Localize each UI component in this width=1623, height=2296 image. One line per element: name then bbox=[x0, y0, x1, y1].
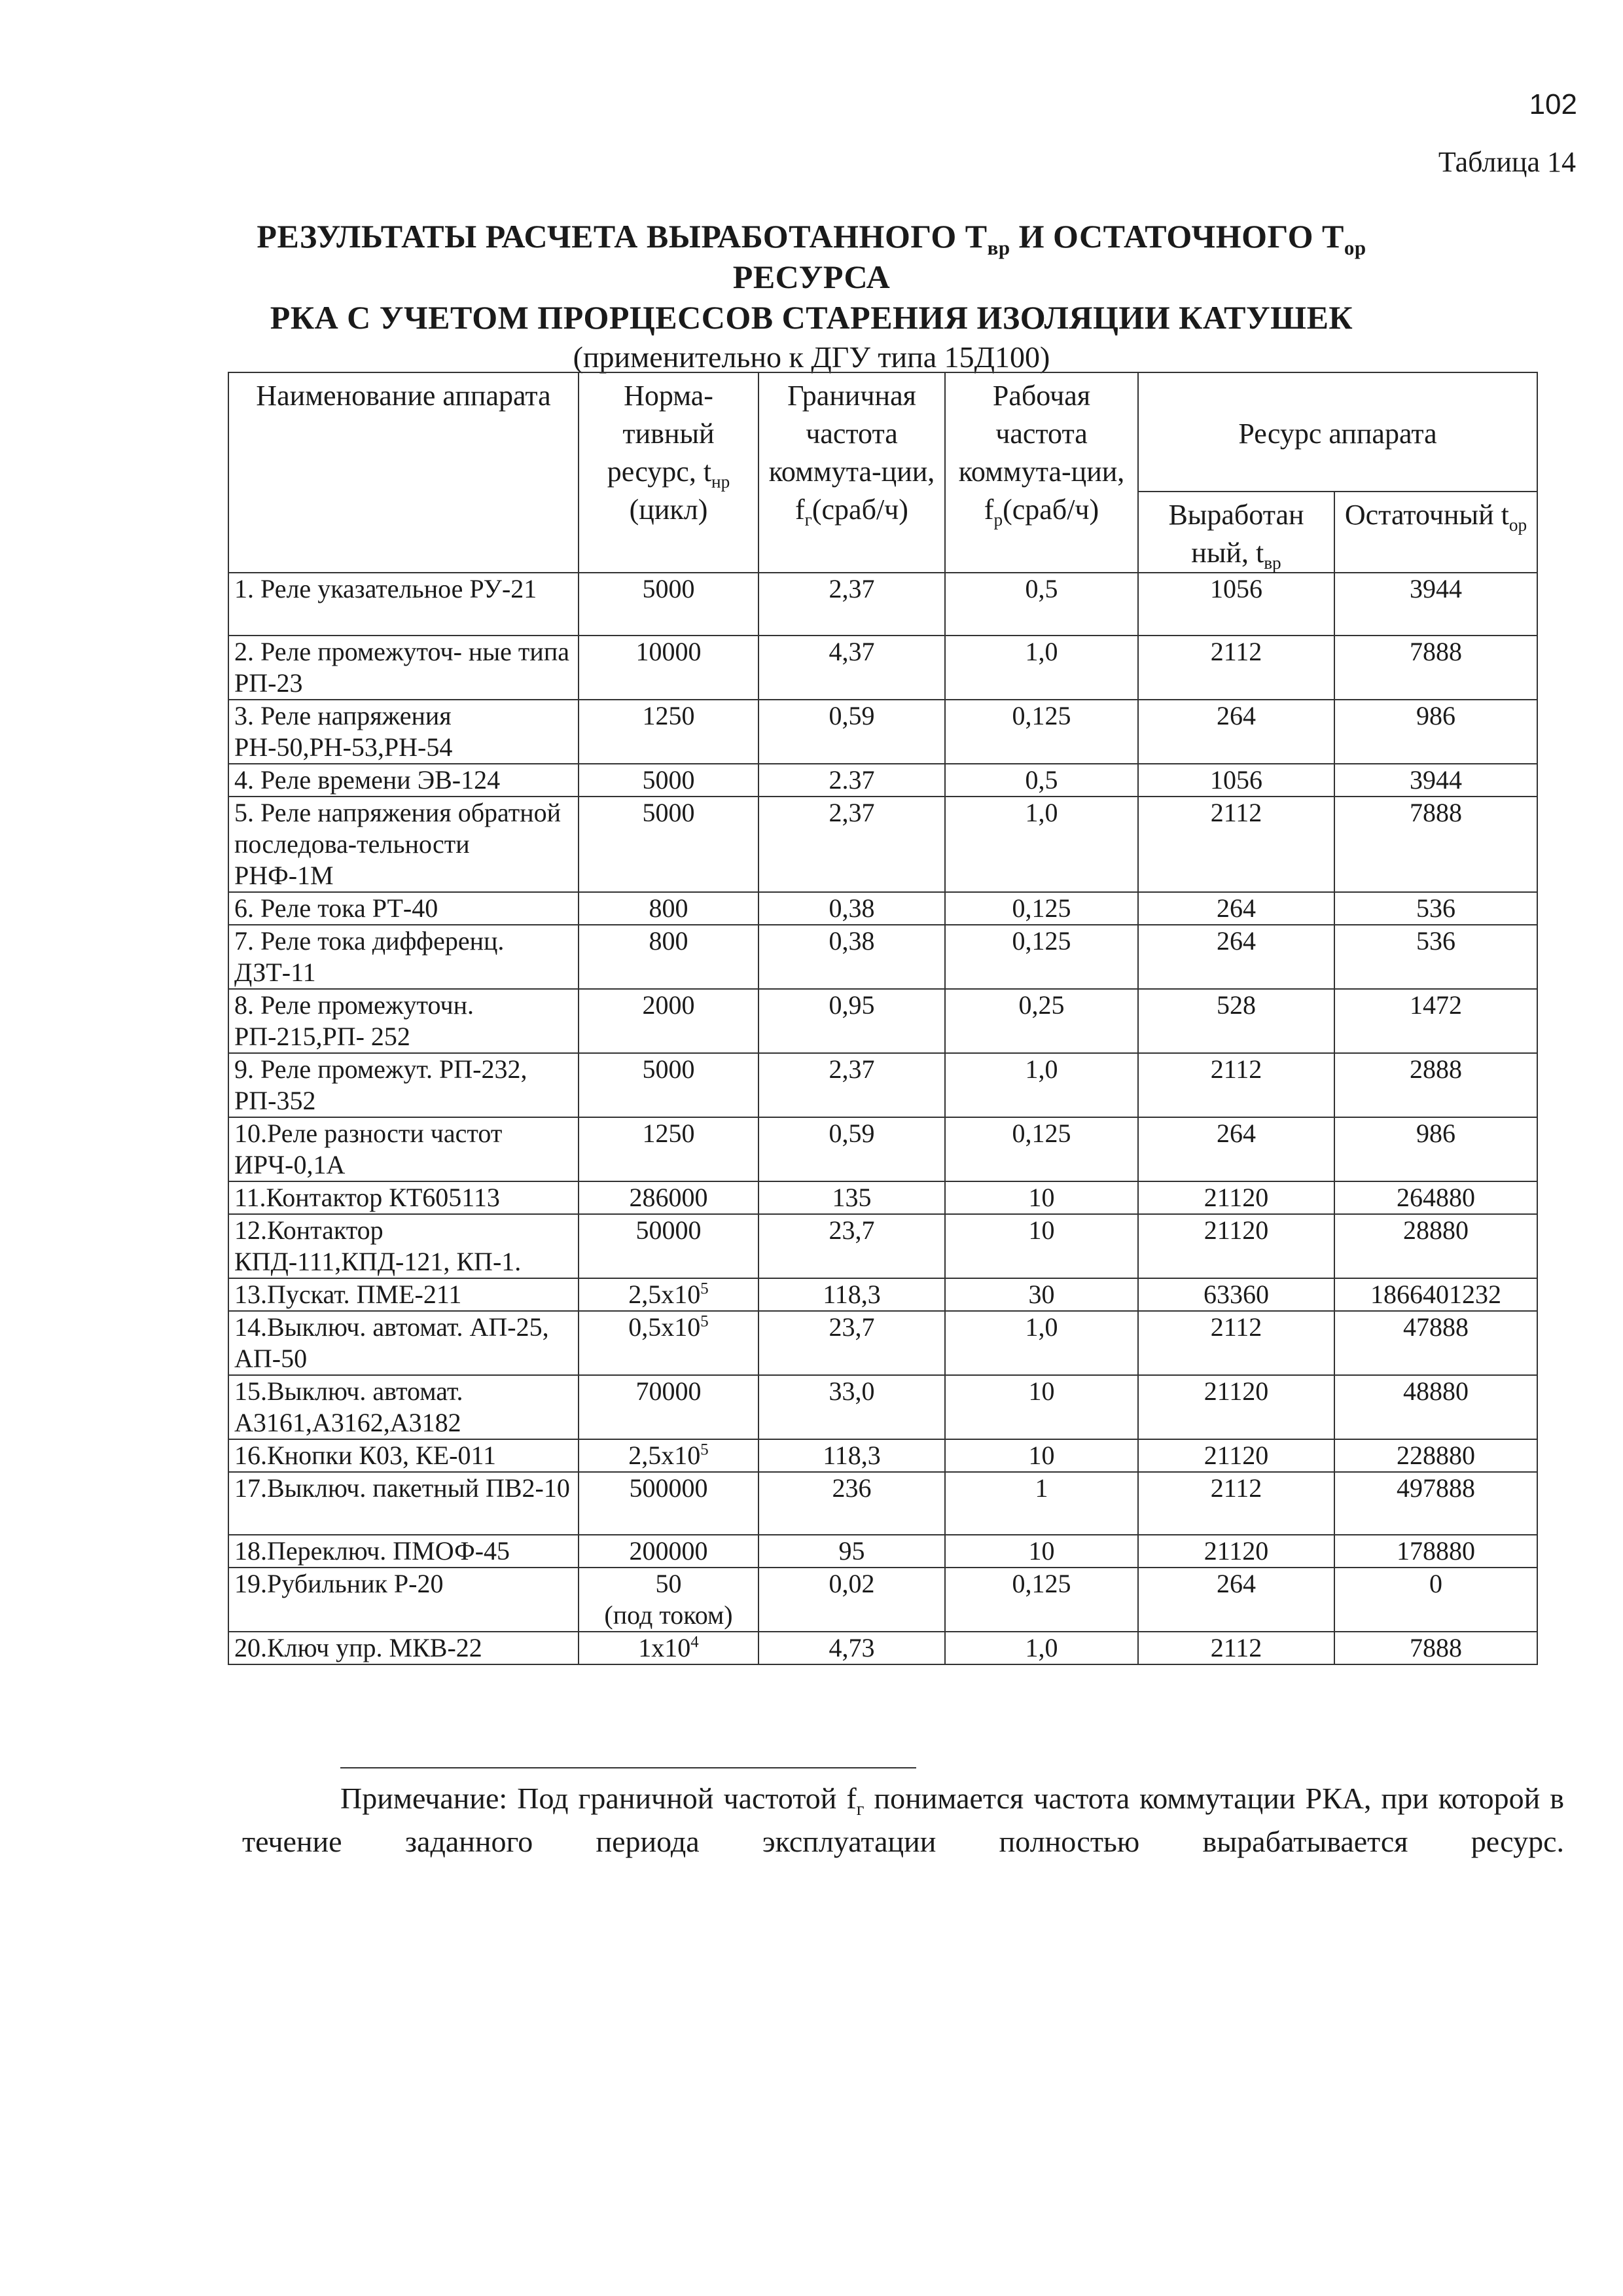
header-resource: Ресурс аппарата bbox=[1138, 372, 1537, 492]
cell-working: 0,5 bbox=[945, 764, 1138, 797]
results-table bbox=[228, 372, 1538, 1665]
cell-remaining: 497888 bbox=[1334, 1472, 1537, 1535]
cell-norm: $1x10^4$ bbox=[579, 1632, 758, 1664]
cell-used: 2112 bbox=[1138, 636, 1334, 700]
cell-working: 0,125 bbox=[945, 892, 1138, 925]
cell-working: 10 bbox=[945, 1439, 1138, 1472]
cell-name: 8. Реле промежуточн. РП-215,РП- 252 bbox=[228, 989, 579, 1053]
cell-remaining: 2888 bbox=[1334, 1053, 1537, 1117]
title-line-2: РКА С УЧЕТОМ ПРОРЦЕССОВ СТАРЕНИЯ ИЗОЛЯЦИИ КАТУШЕК bbox=[270, 299, 1353, 336]
cell-norm: $2,5x10^5$ bbox=[579, 1278, 758, 1311]
cell-boundary: 4,37 bbox=[758, 636, 945, 700]
table-row bbox=[228, 1181, 1537, 1214]
cell-norm: $2,5x10^5$ bbox=[579, 1439, 758, 1472]
header-remaining: Остаточный $t_{ор}$ bbox=[1334, 492, 1537, 573]
cell-name: 5. Реле напряжения обратной последова-тельности РНФ-1М bbox=[228, 797, 579, 892]
cell-working: 10 bbox=[945, 1535, 1138, 1568]
table-row bbox=[228, 1472, 1537, 1535]
cell-name: 20.Ключ упр. МКВ-22 bbox=[228, 1632, 579, 1664]
cell-used: 2112 bbox=[1138, 1311, 1334, 1375]
cell-boundary: 135 bbox=[758, 1181, 945, 1214]
cell-name: 13.Пускат. ПМЕ-211 bbox=[228, 1278, 579, 1311]
cell-name: 18.Переключ. ПМОФ-45 bbox=[228, 1535, 579, 1568]
table-row bbox=[228, 1278, 1537, 1311]
cell-name: 3. Реле напряжения РН-50,РН-53,РН-54 bbox=[228, 700, 579, 764]
title-line-3: (применительно к ДГУ типа 15Д100) bbox=[573, 340, 1050, 374]
cell-boundary: 33,0 bbox=[758, 1375, 945, 1439]
cell-working: 0,125 bbox=[945, 1117, 1138, 1181]
cell-norm: 1250 bbox=[579, 700, 758, 764]
cell-remaining: 48880 bbox=[1334, 1375, 1537, 1439]
cell-working: 0,5 bbox=[945, 573, 1138, 636]
cell-used: 2112 bbox=[1138, 1053, 1334, 1117]
header-row bbox=[228, 372, 1537, 492]
cell-remaining: 1472 bbox=[1334, 989, 1537, 1053]
table-title bbox=[196, 216, 1427, 377]
cell-remaining: 3944 bbox=[1334, 764, 1537, 797]
cell-norm: $0,5x10^5$ bbox=[579, 1311, 758, 1375]
cell-remaining: 28880 bbox=[1334, 1214, 1537, 1278]
cell-name: 1. Реле указательное РУ-21 bbox=[228, 573, 579, 636]
cell-name: 6. Реле тока РТ-40 bbox=[228, 892, 579, 925]
table-row bbox=[228, 1439, 1537, 1472]
table-row bbox=[228, 700, 1537, 764]
cell-used: 2112 bbox=[1138, 1472, 1334, 1535]
table-row bbox=[228, 892, 1537, 925]
header-name: Наименование аппарата bbox=[228, 372, 579, 573]
cell-norm: 286000 bbox=[579, 1181, 758, 1214]
cell-boundary: 236 bbox=[758, 1472, 945, 1535]
cell-remaining: 47888 bbox=[1334, 1311, 1537, 1375]
cell-name: 16.Кнопки К03, КЕ-011 bbox=[228, 1439, 579, 1472]
cell-boundary: 118,3 bbox=[758, 1278, 945, 1311]
cell-norm: 200000 bbox=[579, 1535, 758, 1568]
cell-used: 21120 bbox=[1138, 1214, 1334, 1278]
cell-norm: 5000 bbox=[579, 797, 758, 892]
cell-remaining: 986 bbox=[1334, 700, 1537, 764]
header-working: Рабочая частота коммута-ции, $f_р(сраб/ч)$ bbox=[945, 372, 1138, 573]
cell-boundary: 2,37 bbox=[758, 797, 945, 892]
cell-used: 21120 bbox=[1138, 1181, 1334, 1214]
cell-boundary: 0,02 bbox=[758, 1568, 945, 1632]
cell-boundary: 23,7 bbox=[758, 1214, 945, 1278]
table-row bbox=[228, 1568, 1537, 1632]
cell-used: 264 bbox=[1138, 925, 1334, 989]
cell-boundary: 95 bbox=[758, 1535, 945, 1568]
cell-name: 19.Рубильник Р-20 bbox=[228, 1568, 579, 1632]
cell-working: 0,25 bbox=[945, 989, 1138, 1053]
cell-remaining: 7888 bbox=[1334, 797, 1537, 892]
cell-norm: 10000 bbox=[579, 636, 758, 700]
footnote: Примечание: Под граничной частотой $f_г$ понимается частота коммутации РКА, при которой в течение заданного периода эксплуатации полностью вырабатывается ресурс. bbox=[242, 1782, 1565, 1858]
cell-working: 10 bbox=[945, 1214, 1138, 1278]
cell-name: 15.Выключ. автомат. А3161,А3162,А3182 bbox=[228, 1375, 579, 1439]
title-line-1: РЕЗУЛЬТАТЫ РАСЧЕТА ВЫРАБОТАННОГО $Т_{вр}$ И ОСТАТОЧНОГО $Т_{ор}$ РЕСУРСА bbox=[257, 218, 1366, 295]
cell-remaining: 536 bbox=[1334, 892, 1537, 925]
table-row bbox=[228, 989, 1537, 1053]
cell-remaining: 228880 bbox=[1334, 1439, 1537, 1472]
cell-norm: 5000 bbox=[579, 1053, 758, 1117]
cell-norm: 800 bbox=[579, 925, 758, 989]
cell-used: 2112 bbox=[1138, 797, 1334, 892]
cell-name: 14.Выключ. автомат. АП-25, АП-50 bbox=[228, 1311, 579, 1375]
cell-remaining: 536 bbox=[1334, 925, 1537, 989]
cell-used: 21120 bbox=[1138, 1439, 1334, 1472]
cell-remaining: 7888 bbox=[1334, 636, 1537, 700]
cell-name: 17.Выключ. пакетный ПВ2-10 bbox=[228, 1472, 579, 1535]
table-row bbox=[228, 1214, 1537, 1278]
table-row bbox=[228, 1311, 1537, 1375]
cell-norm: 2000 bbox=[579, 989, 758, 1053]
cell-boundary: 0,59 bbox=[758, 1117, 945, 1181]
cell-boundary: 2,37 bbox=[758, 1053, 945, 1117]
table-row bbox=[228, 1117, 1537, 1181]
cell-used: 1056 bbox=[1138, 573, 1334, 636]
cell-used: 2112 bbox=[1138, 1632, 1334, 1664]
cell-working: 0,125 bbox=[945, 925, 1138, 989]
cell-remaining: 7888 bbox=[1334, 1632, 1537, 1664]
cell-name: 2. Реле промежуточ- ные типа РП-23 bbox=[228, 636, 579, 700]
cell-used: 1056 bbox=[1138, 764, 1334, 797]
table-row bbox=[228, 636, 1537, 700]
cell-working: 1,0 bbox=[945, 1311, 1138, 1375]
table-row bbox=[228, 925, 1537, 989]
cell-working: 1,0 bbox=[945, 636, 1138, 700]
cell-working: 1,0 bbox=[945, 1053, 1138, 1117]
cell-norm-note: (под током) bbox=[604, 1600, 733, 1630]
cell-name: 10.Реле разности частот ИРЧ-0,1А bbox=[228, 1117, 579, 1181]
cell-boundary: 2,37 bbox=[758, 573, 945, 636]
cell-used: 528 bbox=[1138, 989, 1334, 1053]
cell-name: 7. Реле тока дифференц. ДЗТ-11 bbox=[228, 925, 579, 989]
cell-remaining: 986 bbox=[1334, 1117, 1537, 1181]
cell-remaining: 178880 bbox=[1334, 1535, 1537, 1568]
cell-name: 4. Реле времени ЭВ-124 bbox=[228, 764, 579, 797]
cell-remaining: 1866401232 bbox=[1334, 1278, 1537, 1311]
cell-name: 9. Реле промежут. РП-232, РП-352 bbox=[228, 1053, 579, 1117]
cell-boundary: 2.37 bbox=[758, 764, 945, 797]
table-label: Таблица 14 bbox=[1438, 146, 1576, 178]
cell-boundary: 0,38 bbox=[758, 892, 945, 925]
cell-norm: 800 bbox=[579, 892, 758, 925]
cell-used: 21120 bbox=[1138, 1375, 1334, 1439]
cell-norm: 50000 bbox=[579, 1214, 758, 1278]
cell-working: 1 bbox=[945, 1472, 1138, 1535]
cell-boundary: 0,95 bbox=[758, 989, 945, 1053]
table-row bbox=[228, 1053, 1537, 1117]
cell-working: 30 bbox=[945, 1278, 1138, 1311]
table-row bbox=[228, 573, 1537, 636]
cell-remaining: 0 bbox=[1334, 1568, 1537, 1632]
table-row bbox=[228, 764, 1537, 797]
cell-norm: 500000 bbox=[579, 1472, 758, 1535]
table-row bbox=[228, 1632, 1537, 1664]
cell-norm: 5000 bbox=[579, 573, 758, 636]
cell-used: 63360 bbox=[1138, 1278, 1334, 1311]
note-divider bbox=[340, 1767, 916, 1768]
cell-norm: 70000 bbox=[579, 1375, 758, 1439]
cell-boundary: 0,38 bbox=[758, 925, 945, 989]
cell-used: 264 bbox=[1138, 1117, 1334, 1181]
cell-working: 0,125 bbox=[945, 1568, 1138, 1632]
cell-used: 264 bbox=[1138, 892, 1334, 925]
cell-name: 11.Контактор КТ605113 bbox=[228, 1181, 579, 1214]
cell-name: 12.Контактор КПД-111,КПД-121, КП-1. bbox=[228, 1214, 579, 1278]
cell-norm: 50 (под током) bbox=[579, 1568, 758, 1632]
cell-working: 1,0 bbox=[945, 797, 1138, 892]
cell-boundary: 4,73 bbox=[758, 1632, 945, 1664]
table-body bbox=[228, 573, 1537, 1664]
cell-working: 0,125 bbox=[945, 700, 1138, 764]
cell-boundary: 23,7 bbox=[758, 1311, 945, 1375]
cell-norm: 1250 bbox=[579, 1117, 758, 1181]
cell-boundary: 118,3 bbox=[758, 1439, 945, 1472]
cell-working: 1,0 bbox=[945, 1632, 1138, 1664]
header-used: Выработан ный, $t_{вр}$ bbox=[1138, 492, 1334, 573]
cell-remaining: 3944 bbox=[1334, 573, 1537, 636]
table-row bbox=[228, 1375, 1537, 1439]
header-norm: Норма-тивный ресурс, $t_{нр}$ (цикл) bbox=[579, 372, 758, 573]
cell-working: 10 bbox=[945, 1375, 1138, 1439]
cell-used: 264 bbox=[1138, 1568, 1334, 1632]
table-row bbox=[228, 797, 1537, 892]
page-number: 102 bbox=[1529, 88, 1577, 120]
cell-working: 10 bbox=[945, 1181, 1138, 1214]
cell-norm: 5000 bbox=[579, 764, 758, 797]
cell-boundary: 0,59 bbox=[758, 700, 945, 764]
cell-remaining: 264880 bbox=[1334, 1181, 1537, 1214]
cell-used: 264 bbox=[1138, 700, 1334, 764]
table-row bbox=[228, 1535, 1537, 1568]
header-boundary: Граничная частота коммута-ции, $f_г(сраб/ч)$ bbox=[758, 372, 945, 573]
cell-used: 21120 bbox=[1138, 1535, 1334, 1568]
